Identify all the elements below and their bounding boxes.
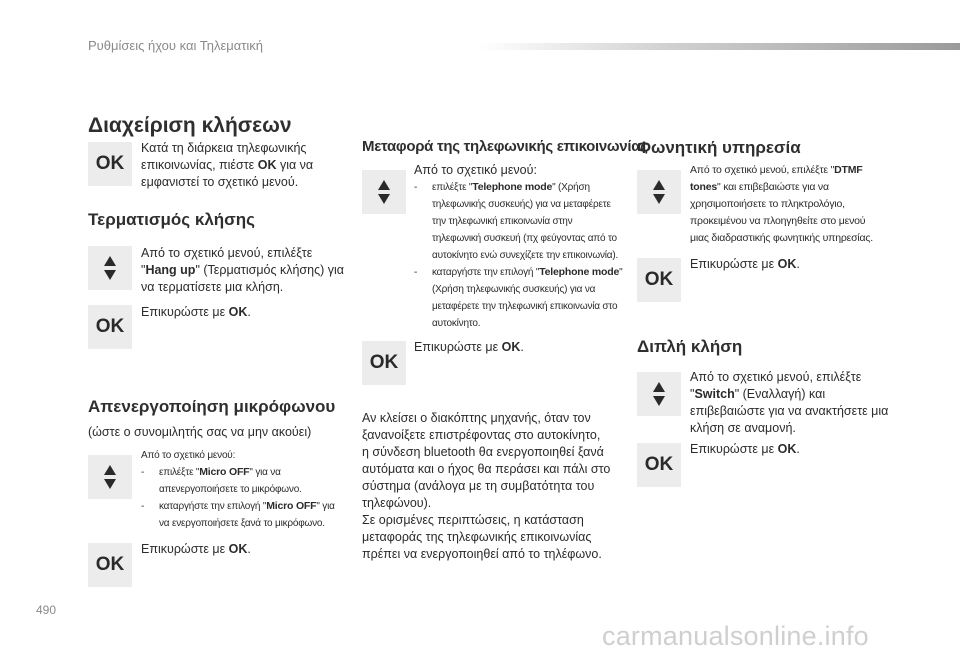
double-call-text: [690, 369, 910, 437]
text: ": [619, 267, 623, 278]
text-line: μιας διαδραστικής φωνητικής υπηρεσίας.: [690, 232, 873, 244]
confirm-text: [141, 304, 251, 321]
down-arrow-icon: [104, 270, 116, 280]
option-telephone-mode: Telephone mode: [539, 266, 620, 278]
bullet-item: [414, 179, 629, 264]
down-arrow-icon: [653, 194, 665, 204]
text-line: τηλεφωνικής συσκευής) για να μεταφέρετε: [432, 199, 611, 210]
text-line: Από το σχετικό μενού:: [414, 163, 537, 177]
text-line: [690, 162, 915, 179]
quote: ": [141, 263, 146, 277]
ok-button-icon: OK: [88, 543, 132, 587]
text-line: [159, 498, 356, 515]
bluetooth-note: [362, 410, 612, 563]
text-line: κλήση σε αναμονή.: [690, 421, 796, 435]
text-line: Αν κλείσει ο διακόπτης μηχανής, όταν τον: [362, 411, 591, 425]
section-title-mute: Απενεργοποίηση μικρόφωνου: [88, 397, 336, 416]
ok-button-icon: OK: [88, 142, 132, 186]
text-line: τηλεφώνου).: [362, 496, 432, 510]
section-title-call-transfer: Μεταφορά της τηλεφωνικής επικοινωνίας: [362, 138, 648, 155]
section-title-call-management: Διαχείριση κλήσεων: [88, 114, 292, 137]
text: " για να: [249, 467, 281, 478]
text-line: η σύνδεση bluetooth θα ενεργοποιηθεί ξανά: [362, 445, 604, 459]
text: " για: [316, 501, 335, 512]
confirm-ok: OK: [228, 305, 248, 319]
bullet-item: [141, 498, 356, 532]
text-line: σύστημα (ανάλογα με τη συμβατότητα του: [362, 479, 595, 493]
up-arrow-icon: [653, 180, 665, 190]
confirm-text: [690, 441, 800, 458]
section-title-hang-up: Τερματισμός κλήσης: [88, 210, 256, 229]
intro-line: εμφανιστεί το σχετικό μενού.: [141, 175, 299, 189]
header-title: Ρυθμίσεις ήχου και Τηλεματική: [88, 38, 264, 53]
intro-text: επικοινωνίας, πιέστε: [141, 158, 258, 172]
text-line: αυτοκίνητο.: [432, 318, 481, 329]
text-line: [690, 179, 915, 196]
text-line: μεταφοράς της τηλεφωνικής επικοινωνίας: [362, 530, 592, 544]
period: .: [247, 305, 251, 319]
text: επιλέξτε ": [432, 182, 473, 193]
confirm-label: Επικυρώστε με: [690, 257, 778, 271]
hang-up-text: [141, 245, 356, 296]
text-line: ξανανοίξετε επιστρέφοντας στο αυτοκίνητο,: [362, 428, 601, 442]
text-line: να τερματίσετε μια κλήση.: [141, 280, 284, 294]
confirm-ok: OK: [501, 340, 521, 354]
up-arrow-icon: [653, 382, 665, 392]
confirm-text: [141, 541, 251, 558]
text: " (Εναλλαγή) και: [734, 387, 826, 401]
period: .: [796, 442, 800, 456]
text-line: [432, 264, 629, 281]
confirm-label: Επικυρώστε με: [690, 442, 778, 456]
up-down-arrows-icon: [637, 170, 681, 214]
text-line: αυτοκίνητο ενώ συνεχίζετε την επικοινωνία).: [432, 250, 619, 261]
option-dtmf: DTMF: [834, 164, 863, 176]
section-title-voice-service: Φωνητική υπηρεσία: [637, 138, 801, 157]
page-number: 490: [36, 603, 57, 617]
up-down-arrows-icon: [88, 455, 132, 499]
ok-button-icon: OK: [637, 443, 681, 487]
text-line: πρέπει να ενεργοποιηθεί από το τηλέφωνο.: [362, 547, 602, 561]
confirm-label: Επικυρώστε με: [141, 305, 229, 319]
option-micro-off: Micro OFF: [266, 500, 317, 512]
quote: ": [690, 387, 695, 401]
confirm-ok: OK: [777, 442, 797, 456]
text-line: [159, 464, 356, 481]
text-line: επιβεβαιώστε για να ανακτήσετε μια: [690, 404, 889, 418]
text-line: [690, 386, 910, 403]
period: .: [520, 340, 524, 354]
text: " (Χρήση: [552, 182, 590, 193]
intro-line: Κατά τη διάρκεια τηλεφωνικής: [141, 141, 307, 155]
bullet-item: [414, 264, 629, 332]
text-line: προκειμένου να πλοηγηθείτε στο μενού: [690, 215, 866, 227]
text: Από το σχετικό μενού, επιλέξτε ": [690, 164, 835, 176]
text-line: Σε ορισμένες περιπτώσεις, η κατάσταση: [362, 513, 584, 527]
ok-button-icon: OK: [637, 258, 681, 302]
text: (Τερματισμός κλήσης) για: [199, 263, 344, 277]
intro-ok: OK: [257, 158, 277, 172]
period: .: [796, 257, 800, 271]
text-line: [141, 262, 356, 279]
ok-button-icon: OK: [362, 341, 406, 385]
intro-line: [141, 157, 341, 174]
voice-service-text: [690, 162, 915, 247]
mute-subtitle: (ώστε ο συνομιλητής σας να μην ακούει): [88, 425, 312, 439]
up-down-arrows-icon: [88, 246, 132, 290]
down-arrow-icon: [104, 479, 116, 489]
confirm-text: [690, 256, 800, 273]
option-telephone-mode: Telephone mode: [472, 181, 553, 193]
text-line: χρησιμοποιήσετε το πληκτρολόγιο,: [690, 198, 845, 210]
confirm-text: [414, 339, 524, 356]
bullet-item: [141, 464, 356, 498]
text-line: μεταφέρετε την τηλεφωνική επικοινωνία στο: [432, 301, 618, 312]
up-arrow-icon: [378, 180, 390, 190]
down-arrow-icon: [378, 194, 390, 204]
up-arrow-icon: [104, 256, 116, 266]
option-switch: Switch: [694, 387, 735, 401]
text: " και επιβεβαιώστε για να: [717, 181, 829, 193]
section-title-double-call: Διπλή κλήση: [637, 337, 743, 356]
quote: ": [195, 263, 200, 277]
header-bar: [480, 43, 960, 50]
text-line: Από το σχετικό μενού, επιλέξτε: [690, 370, 862, 384]
watermark: carmanualsonline.info: [602, 621, 869, 651]
text-line: τηλεφωνική συσκευή (πχ φεύγοντας από το: [432, 233, 617, 244]
confirm-ok: OK: [777, 257, 797, 271]
down-arrow-icon: [653, 396, 665, 406]
text-line: Από το σχετικό μενού, επιλέξτε: [141, 246, 313, 260]
text-line: απενεργοποιήσετε το μικρόφωνο.: [159, 484, 302, 495]
bullet-dash: -: [141, 467, 145, 478]
call-management-intro: [141, 140, 341, 191]
text: καταργήστε την επιλογή ": [159, 501, 267, 512]
bullet-dash: -: [414, 182, 418, 193]
text-line: να ενεργοποιήσετε ξανά το μικρόφωνο.: [159, 518, 325, 529]
call-transfer-text: [414, 162, 629, 332]
text-line: (Χρήση τηλεφωνικής συσκευής) για να: [432, 284, 596, 295]
intro-text: για να: [276, 158, 314, 172]
text: καταργήστε την επιλογή ": [432, 267, 540, 278]
text-line: Από το σχετικό μενού:: [141, 450, 236, 461]
ok-button-icon: OK: [88, 305, 132, 349]
confirm-ok: OK: [228, 542, 248, 556]
confirm-label: Επικυρώστε με: [141, 542, 229, 556]
text-line: την τηλεφωνική επικοινωνία στην: [432, 216, 573, 227]
option-hang-up: Hang up: [145, 263, 196, 277]
text: επιλέξτε ": [159, 467, 200, 478]
option-micro-off: Micro OFF: [199, 466, 250, 478]
text-line: αυτόματα και ο ήχος θα περάσει και πάλι στο: [362, 462, 611, 476]
up-arrow-icon: [104, 465, 116, 475]
option-tones: tones: [690, 181, 718, 193]
period: .: [247, 542, 251, 556]
up-down-arrows-icon: [637, 372, 681, 416]
confirm-label: Επικυρώστε με: [414, 340, 502, 354]
bullet-dash: -: [414, 267, 418, 278]
up-down-arrows-icon: [362, 170, 406, 214]
text-line: [432, 179, 629, 196]
bullet-dash: -: [141, 501, 145, 512]
mute-text: [141, 447, 356, 532]
